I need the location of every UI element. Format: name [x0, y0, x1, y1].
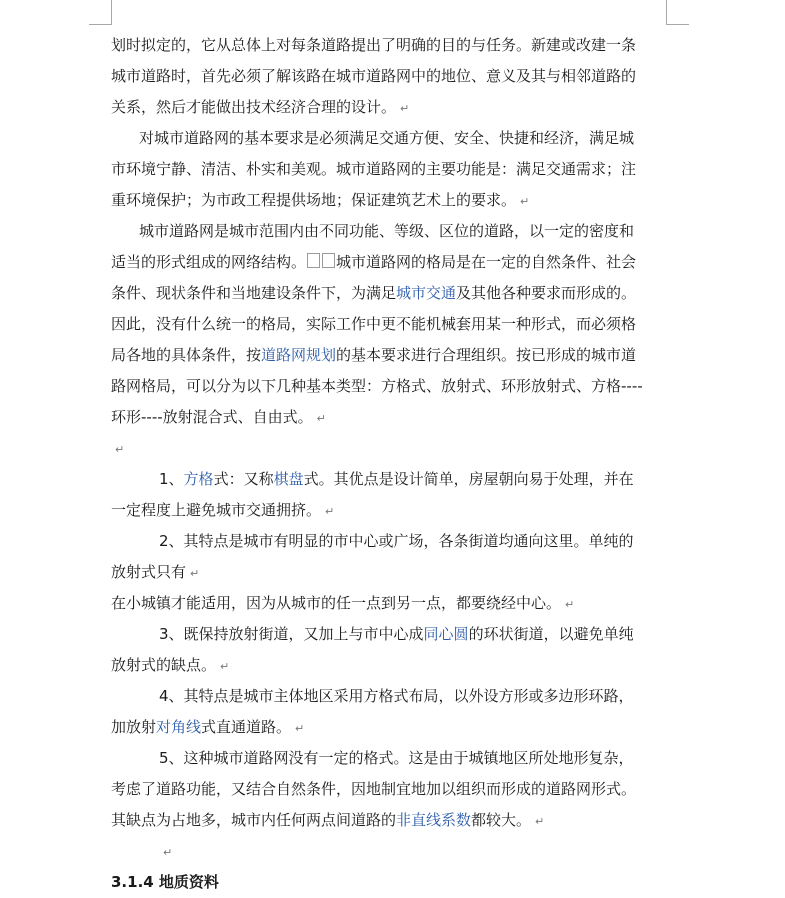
empty-line [111, 836, 667, 867]
paragraph-mark-icon: ↵ [400, 102, 410, 115]
section-heading: 3.1.4 地质资料 [111, 873, 219, 891]
page-corner-mark-right [666, 0, 689, 25]
paragraph-mark-icon: ↵ [163, 846, 173, 859]
text-line: 路网格局，可以分为以下几种基本类型：方格式、放射式、环形放射式、方格---- [111, 377, 643, 395]
text-line: 适当的形式组成的网络结构。 城市道路网的格局是在一定的自然条件、社会 [111, 253, 637, 271]
link-diagonal[interactable]: 对角线 [156, 718, 202, 736]
list-item: 2、其特点是城市有明显的市中心或广场，各条街道均通向这里。单纯的 [159, 532, 634, 550]
link-city-traffic[interactable]: 城市交通 [396, 284, 457, 302]
paragraph-mark-icon: ↵ [565, 598, 575, 611]
text-line: 在小城镇才能适用，因为从城市的任一点到另一点，都要绕经中心。 ↵ [111, 594, 575, 612]
missing-glyph-icon [307, 253, 320, 268]
link-grid[interactable]: 方格 [183, 470, 214, 488]
text-line: 城市道路网是城市范围内由不同功能、等级、区位的道路，以一定的密度和 [139, 222, 635, 240]
paragraph-mark-icon: ↵ [520, 195, 530, 208]
paragraph-mark-icon: ↵ [115, 443, 125, 456]
text-line: 市环境宁静、清洁、朴实和美观。城市道路网的主要功能是：满足交通需求；注 [111, 160, 637, 178]
page-corner-mark-left [89, 0, 112, 25]
link-concentric-circle[interactable]: 同心圆 [423, 625, 469, 643]
list-item: 3、既保持放射街道，又加上与市中心成同心圆的环状街道，以避免单纯 [159, 625, 634, 643]
paragraph-mark-icon: ↵ [325, 505, 335, 518]
text-line: 重环境保护；为市政工程提供场地；保证建筑艺术上的要求。 ↵ [111, 191, 530, 209]
paragraph-mark-icon: ↵ [316, 412, 326, 425]
text-line: 放射式的缺点。 ↵ [111, 656, 230, 674]
text-line: 环形----放射混合式、自由式。 ↵ [111, 408, 326, 426]
text-line: 加放射对角线式直通道路。 ↵ [111, 718, 305, 736]
list-item: 1、方格式：又称棋盘式。其优点是设计简单，房屋朝向易于处理，并在 [159, 470, 634, 488]
text-line: 放射式只有 ↵ [111, 563, 200, 581]
text-line: 其缺点为占地多，城市内任何两点间道路的非直线系数都较大。 ↵ [111, 811, 545, 829]
text-line: 考虑了道路功能，又结合自然条件，因地制宜地加以组织而形成的道路网形式。 [111, 780, 637, 798]
link-non-linear-coefficient[interactable]: 非直线系数 [396, 811, 472, 829]
paragraph-mark-icon: ↵ [220, 660, 230, 673]
paragraph-mark-icon: ↵ [295, 722, 305, 735]
text-line: 城市道路时，首先必须了解该路在城市道路网中的地位、意义及其与相邻道路的 [111, 67, 637, 85]
text-line: 局各地的具体条件，按道路网规划的基本要求进行合理组织。按已形成的城市道 [111, 346, 637, 364]
link-road-network-planning[interactable]: 道路网规划 [261, 346, 337, 364]
text-line: 因此，没有什么统一的格局，实际工作中更不能机械套用某一种形式，而必须格 [111, 315, 637, 333]
text-line: 关系，然后才能做出技术经济合理的设计。 ↵ [111, 98, 410, 116]
paragraph-mark-icon: ↵ [535, 815, 545, 828]
list-item: 4、其特点是城市主体地区采用方格式布局，以外设方形或多边形环路， [159, 687, 634, 705]
paragraph-mark-icon: ↵ [190, 567, 200, 580]
missing-glyph-icon [322, 253, 335, 268]
link-checkerboard[interactable]: 棋盘 [273, 470, 304, 488]
text-line: 一定程度上避免城市交通拥挤。 ↵ [111, 501, 335, 519]
empty-line [111, 433, 667, 464]
document-page [111, 30, 667, 898]
text-line: 划时拟定的，它从总体上对每条道路提出了明确的目的与任务。新建或改建一条 [111, 36, 637, 54]
text-line: 对城市道路网的基本要求是必须满足交通方便、安全、快捷和经济，满足城 [139, 129, 635, 147]
list-item: 5、这种城市道路网没有一定的格式。这是由于城镇地区所处地形复杂， [159, 749, 634, 767]
text-line: 条件、现状条件和当地建设条件下，为满足城市交通及其他各种要求而形成的。 [111, 284, 637, 302]
